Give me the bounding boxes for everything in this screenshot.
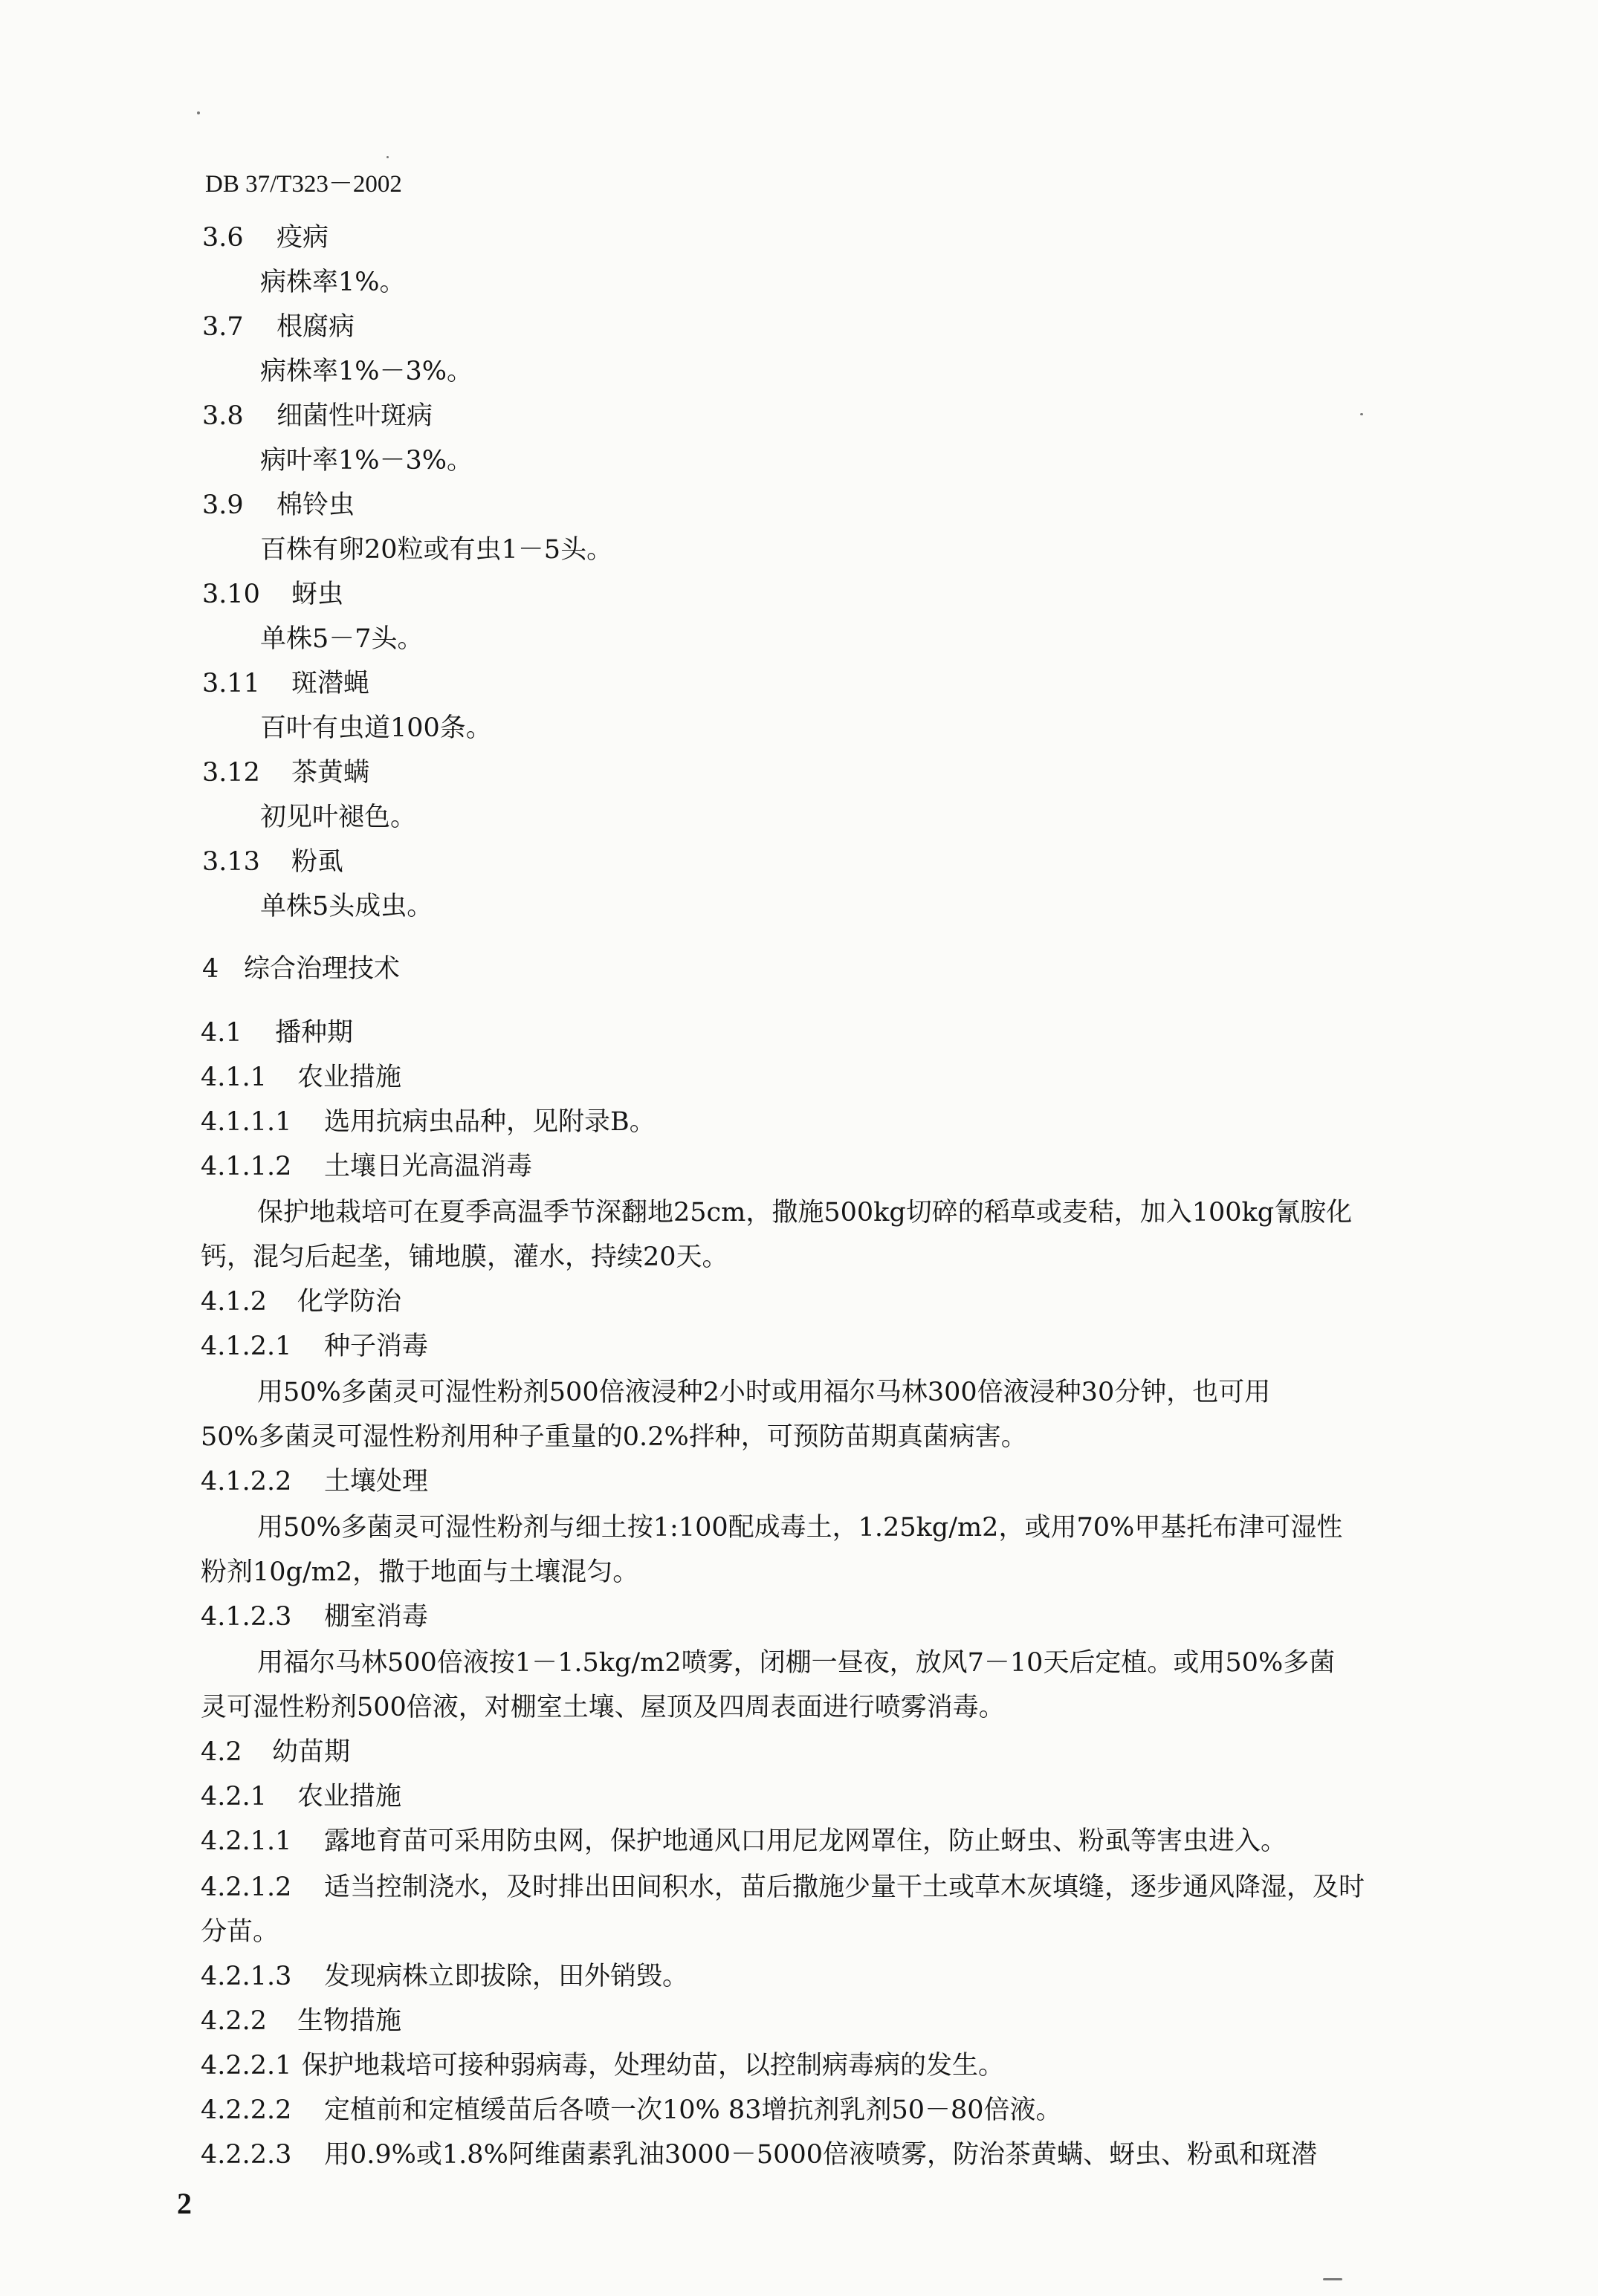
- paragraph-line: 分苗。: [201, 1917, 279, 1947]
- clause-4-2-1-1: [201, 1825, 1287, 1858]
- scan-speck: [386, 156, 389, 158]
- clause-3-13: [202, 846, 343, 878]
- clause-title: 幼苗期: [272, 1737, 351, 1767]
- clause-3-12: [202, 756, 369, 789]
- clause-title: 根腐病: [276, 312, 355, 342]
- clause-number: 3.13: [202, 847, 260, 877]
- clause-3-6-body: 病株率1%。: [260, 267, 406, 297]
- clause-text: 定植前和定植缓苗后各喷一次10% 83增抗剂乳剂50－80倍液。: [324, 2095, 1062, 2125]
- section-4-heading: [202, 953, 400, 985]
- page-number: 2: [177, 2187, 192, 2220]
- clause-3-12-body: 初见叶褪色。: [260, 802, 417, 832]
- clause-title: 棚室消毒: [324, 1602, 429, 1632]
- scan-speck: [1323, 2278, 1342, 2280]
- clause-number: 4.2.2.1: [201, 2051, 292, 2081]
- clause-number: 4.1.2: [201, 1287, 268, 1317]
- clause-3-8-body: 病叶率1%－3%。: [260, 446, 473, 476]
- clause-4-2-2-3: [201, 2138, 1317, 2171]
- clause-4-2-2-1: [201, 2049, 1004, 2082]
- clause-number: 3.9: [202, 490, 244, 520]
- clause-title: 农业措施: [297, 1063, 402, 1092]
- clause-text: 用0.9%或1.8%阿维菌素乳油3000－5000倍液喷雾，防治茶黄螨、蚜虫、粉虱和斑潜: [324, 2140, 1317, 2170]
- clause-3-13-body: 单株5头成虫。: [260, 892, 433, 921]
- clause-title: 斑潜蝇: [291, 669, 370, 698]
- clause-4-2-1-2: [201, 1871, 1365, 1904]
- clause-text: 发现病株立即拔除，田外销毁。: [324, 1962, 689, 1991]
- paragraph-line: 粉剂10g/m2，撒于地面与土壤混匀。: [201, 1557, 639, 1587]
- clause-text: 选用抗病虫品种，见附录B。: [324, 1107, 656, 1137]
- paragraph-line: 钙，混匀后起垄，铺地膜，灌水，持续20天。: [201, 1242, 728, 1272]
- clause-title: 农业措施: [297, 1782, 402, 1812]
- clause-number: 4.1.1: [201, 1063, 268, 1092]
- clause-number: 3.7: [202, 312, 244, 342]
- clause-4-1-2-3: [201, 1601, 428, 1633]
- clause-4-1-1: [201, 1061, 401, 1094]
- clause-4-2-2: [201, 2005, 401, 2037]
- clause-number: 4.2.1.1: [201, 1826, 292, 1856]
- clause-3-9: [202, 489, 355, 522]
- paragraph-line: 用福尔马林500倍液按1－1.5kg/m2喷雾，闭棚一昼夜，放风7－10天后定植。或用50%多菌: [257, 1648, 1336, 1678]
- clause-3-6: [202, 221, 329, 254]
- clause-3-7: [202, 311, 355, 343]
- clause-title: 生物措施: [297, 2006, 402, 2036]
- clause-number: 4.2.1.2: [201, 1872, 292, 1902]
- clause-4-1-2-1: [201, 1330, 428, 1363]
- clause-4-2-1: [201, 1780, 401, 1813]
- clause-4-2-2-2: [201, 2094, 1062, 2127]
- clause-number: 4.2.1.3: [201, 1962, 292, 1991]
- clause-text: 适当控制浇水，及时排出田间积水，苗后撒施少量干土或草木灰填缝，逐步通风降湿，及时: [324, 1872, 1365, 1902]
- clause-number: 4: [202, 954, 219, 984]
- clause-3-11: [202, 667, 369, 700]
- clause-number: 3.10: [202, 580, 260, 609]
- clause-title: 化学防治: [297, 1287, 402, 1317]
- clause-number: 4.1: [201, 1018, 242, 1048]
- clause-title: 细菌性叶斑病: [276, 401, 433, 431]
- scan-speck: [1360, 413, 1363, 415]
- clause-3-8: [202, 400, 433, 432]
- clause-title: 棉铃虫: [276, 490, 355, 520]
- clause-title: 种子消毒: [324, 1332, 429, 1361]
- clause-number: 4.2.2.3: [201, 2140, 292, 2170]
- clause-title: 土壤处理: [324, 1467, 429, 1496]
- clause-title: 播种期: [275, 1018, 354, 1048]
- clause-number: 4.1.2.2: [201, 1467, 292, 1496]
- clause-number: 3.11: [202, 669, 260, 698]
- clause-4-1-2: [201, 1285, 401, 1318]
- paragraph-line: 50%多菌灵可湿性粉剂用种子重量的0.2%拌种，可预防苗期真菌病害。: [201, 1422, 1027, 1452]
- clause-4-2-1-3: [201, 1960, 688, 1993]
- clause-title: 疫病: [276, 223, 329, 253]
- scan-speck: [197, 111, 200, 114]
- document-code-header: DB 37/T323－2002: [205, 171, 402, 198]
- clause-number: 3.6: [202, 223, 244, 253]
- clause-3-9-body: 百株有卵20粒或有虫1－5头。: [260, 535, 613, 565]
- clause-text: 保护地栽培可接种弱病毒，处理幼苗，以控制病毒病的发生。: [302, 2051, 1005, 2081]
- clause-4-1-1-1: [201, 1106, 656, 1138]
- clause-4-1-1-2: [201, 1150, 532, 1183]
- clause-number: 4.2: [201, 1737, 242, 1767]
- clause-3-10-body: 单株5－7头。: [260, 624, 424, 654]
- clause-3-11-body: 百叶有虫道100条。: [260, 713, 492, 743]
- clause-number: 4.1.1.1: [201, 1107, 292, 1137]
- clause-number: 4.2.2: [201, 2006, 268, 2036]
- clause-number: 4.1.1.2: [201, 1152, 292, 1181]
- clause-number: 3.8: [202, 401, 244, 431]
- clause-title: 蚜虫: [291, 580, 344, 609]
- clause-3-10: [202, 578, 343, 611]
- clause-number: 4.2.1: [201, 1782, 268, 1812]
- clause-title: 综合治理技术: [244, 954, 401, 984]
- clause-4-2: [201, 1736, 350, 1768]
- paragraph-line: 保护地栽培可在夏季高温季节深翻地25cm，撒施500kg切碎的稻草或麦秸，加入100kg氰胺化: [257, 1198, 1353, 1228]
- clause-title: 粉虱: [291, 847, 344, 877]
- clause-title: 茶黄螨: [291, 758, 370, 788]
- clause-number: 4.2.2.2: [201, 2095, 292, 2125]
- clause-title: 土壤日光高温消毒: [324, 1152, 533, 1181]
- paragraph-line: 用50%多菌灵可湿性粉剂500倍液浸种2小时或用福尔马林300倍液浸种30分钟，也可用: [257, 1378, 1271, 1407]
- clause-number: 4.1.2.1: [201, 1332, 292, 1361]
- paragraph-line: 灵可湿性粉剂500倍液，对棚室土壤、屋顶及四周表面进行喷雾消毒。: [201, 1693, 1005, 1722]
- paragraph-line: 用50%多菌灵可湿性粉剂与细土按1:100配成毒土，1.25kg/m2，或用70%甲基托布津可湿性: [257, 1513, 1343, 1543]
- clause-4-1-2-2: [201, 1465, 428, 1498]
- clause-text: 露地育苗可采用防虫网，保护地通风口用尼龙网罩住，防止蚜虫、粉虱等害虫进入。: [324, 1826, 1287, 1856]
- clause-3-7-body: 病株率1%－3%。: [260, 357, 473, 386]
- clause-4-1: [201, 1016, 353, 1049]
- clause-number: 4.1.2.3: [201, 1602, 292, 1632]
- clause-number: 3.12: [202, 758, 260, 788]
